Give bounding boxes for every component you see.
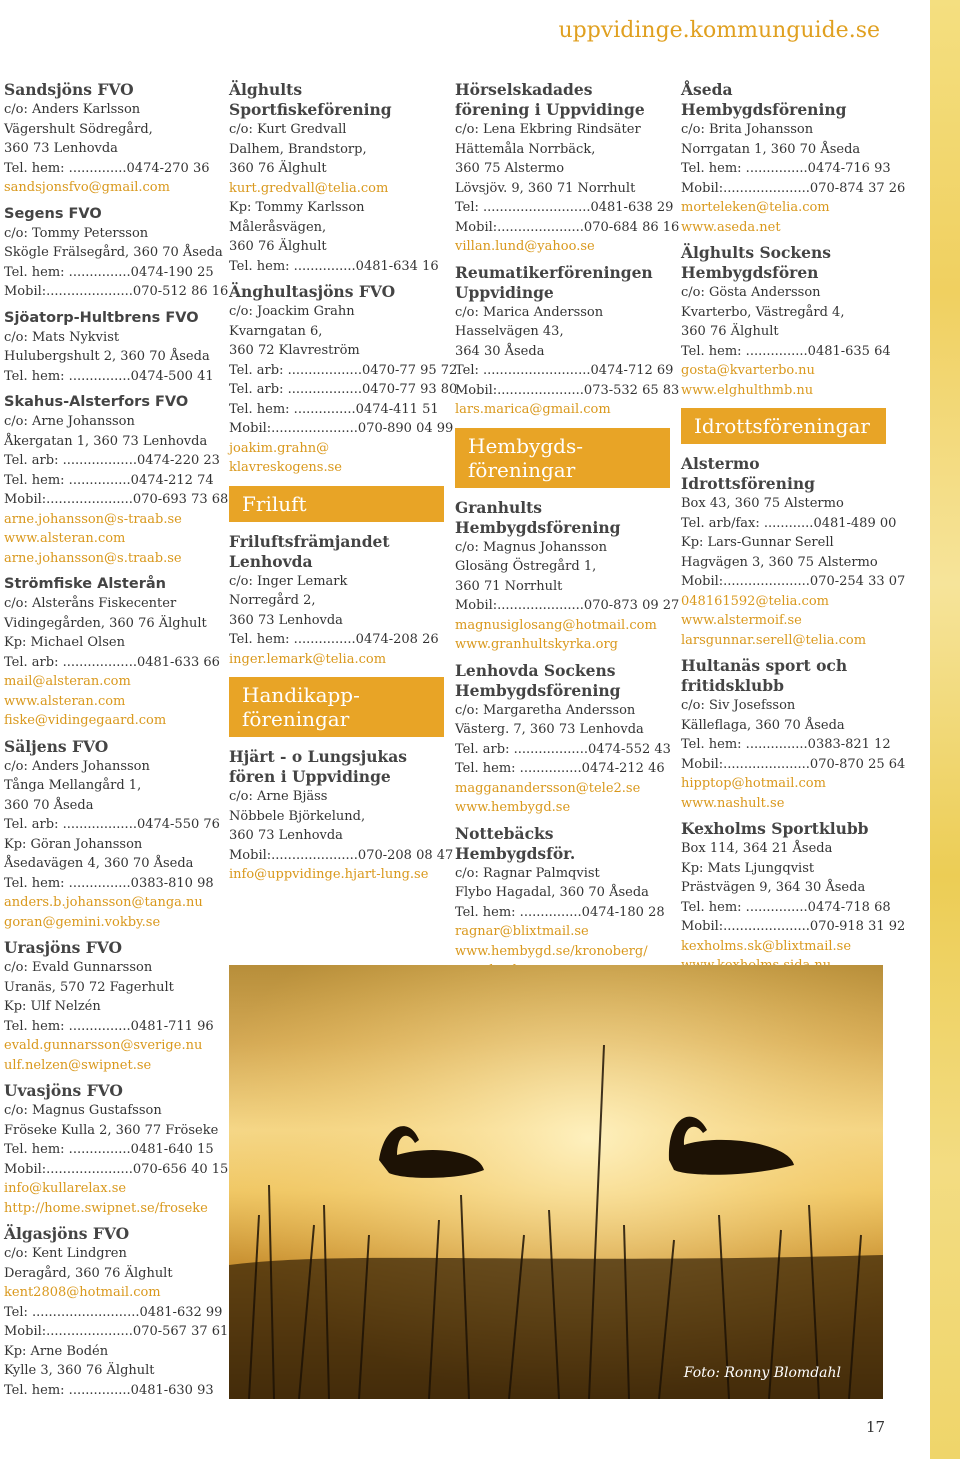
contact-line: c/o: Margaretha Andersson [455, 702, 636, 718]
contact-line: 360 71 Norrhult [455, 578, 563, 594]
contact-line: Mobil:.....................070-656 40 15 [4, 1161, 229, 1177]
organization-name: Kexholms Sportklubb [681, 819, 869, 838]
contact-line: Tel. hem: ...............0481-635 64 [681, 343, 891, 359]
contact-line: Tel. arb: ..................0470-77 95 72 [229, 362, 458, 378]
contact-link[interactable]: mail@alsteran.com [4, 674, 131, 689]
contact-line: 360 70 Åseda [4, 797, 94, 813]
swans-photo [229, 965, 883, 1399]
contact-link[interactable]: arne.johansson@s.traab.se [4, 550, 182, 566]
organization-name: Hörselskadades förening i Uppvidinge [455, 80, 645, 119]
contact-line: Tel. hem: ...............0481-630 93 [4, 1382, 214, 1398]
contact-line: c/o: Brita Johansson [681, 122, 814, 137]
contact-line: Tel: ..........................0474-712 69 [455, 363, 674, 378]
section-header [229, 677, 444, 737]
organization-entry [681, 819, 906, 976]
contact-link[interactable]: kurt.gredvall@telia.com [229, 180, 389, 196]
section-title-line: Friluft [242, 491, 307, 516]
contact-line: Kp: Göran Johansson [4, 836, 143, 852]
contact-line: c/o: Anders Johansson [4, 758, 150, 774]
contact-line: c/o: Kent Lindgren [4, 1246, 127, 1261]
organization-name: Älgasjöns FVO [4, 1224, 130, 1243]
contact-line: Tel. arb: ..................0474-550 76 [4, 817, 220, 832]
contact-line: Tel. arb: ..................0481-633 66 [4, 654, 220, 670]
contact-line: Tel. hem: ..............0474-270 36 [4, 160, 210, 176]
contact-line: Mobil:.....................070-890 04 99 [229, 421, 454, 436]
contact-line: Tel. hem: ...............0474-718 68 [681, 899, 891, 915]
contact-line: Tel. arb: ..................0474-552 43 [455, 741, 671, 757]
organization-name: Hjärt - o Lungsjukas fören i Uppvidinge [229, 747, 407, 786]
contact-link[interactable]: sandsjonsfvo@gmail.com [4, 180, 170, 195]
organization-name: Lenhovda Sockens Hembygdsförening [455, 660, 621, 700]
organization-entry [4, 938, 219, 1075]
contact-line: c/o: Joackim Grahn [229, 304, 355, 319]
organization-name: Sandsjöns FVO [4, 80, 134, 99]
contact-line: Mobil:.....................070-918 31 92 [681, 919, 906, 934]
organization-entry [4, 574, 219, 731]
organization-name: Granhults Hembygdsförening [455, 497, 621, 537]
contact-line: c/o: Arne Bjäss [229, 789, 328, 804]
contact-line: Tel. hem: ...............0474-180 28 [455, 904, 665, 920]
contact-link[interactable]: ragnar@blixtmail.se [455, 924, 589, 939]
contact-link[interactable]: villan.lund@yahoo.se [455, 239, 595, 254]
contact-line: 360 73 Lenhovda [229, 828, 343, 843]
contact-line: c/o: Gösta Andersson [681, 285, 821, 300]
column-4 [681, 80, 906, 982]
organization-entry [681, 80, 906, 237]
swans-silhouette-image [229, 965, 883, 1399]
contact-link[interactable]: magnusiglosang@hotmail.com [455, 617, 657, 633]
contact-link[interactable]: magganandersson@tele2.se [455, 780, 641, 796]
decorative-side-stripe [930, 0, 960, 1459]
contact-line: Nöbbele Björkelund, [229, 808, 366, 824]
contact-line: Kylle 3, 360 76 Älghult [4, 1363, 155, 1378]
section-title-line: föreningar [242, 707, 350, 731]
contact-link[interactable]: www.hembygd.se [455, 800, 571, 815]
contact-line: c/o: Tommy Petersson [4, 225, 149, 241]
section-header [229, 486, 444, 522]
contact-line: Kp: Tommy Karlsson [229, 200, 365, 215]
organization-name: Friluftsfrämjandet Lenhovda [229, 531, 390, 571]
contact-line: Hagvägen 3, 360 75 Alstermo [681, 554, 878, 570]
organization-entry [4, 80, 219, 198]
contact-line: Mobil:.....................070-870 25 64 [681, 756, 906, 772]
organization-entry [4, 204, 229, 302]
contact-line: Norrgatan 1, 360 70 Åseda [681, 141, 861, 157]
contact-line: Uranäs, 570 72 Fagerhult [4, 979, 174, 995]
contact-line: c/o: Marica Andersson [455, 304, 604, 320]
contact-line: Tel. hem: ...............0383-821 12 [681, 737, 891, 752]
contact-line: 360 75 Alstermo [455, 161, 565, 176]
contact-line: c/o: Mats Nykvist [4, 329, 120, 345]
page-number: 17 [866, 1418, 886, 1436]
contact-line: Tel. hem: ...............0481-711 96 [4, 1018, 214, 1034]
contact-link[interactable]: http://home.swipnet.se/froseke [4, 1200, 208, 1216]
contact-line: 360 73 Lenhovda [229, 612, 343, 628]
contact-line: Box 43, 360 75 Alstermo [681, 496, 844, 511]
organization-name: Åseda Hembygdsförening [681, 80, 847, 119]
contact-link[interactable]: gosta@kvarterbo.nu [681, 363, 815, 378]
contact-link[interactable]: goran@gemini.vokby.se [4, 914, 161, 930]
organization-name: Strömfiske Alsterån [4, 576, 166, 592]
contact-link[interactable]: www.nashult.se [681, 795, 785, 811]
contact-link[interactable]: evald.gunnarsson@sverige.nu [4, 1038, 203, 1053]
contact-link[interactable]: larsgunnar.serell@telia.com [681, 632, 867, 648]
contact-line: Tel. hem: ...............0474-190 25 [4, 264, 214, 280]
section-header [455, 428, 670, 488]
column-1 [4, 80, 229, 1406]
contact-link[interactable]: www.alstermoif.se [681, 613, 802, 628]
contact-line: 360 73 Lenhovda [4, 141, 118, 156]
organization-entry [229, 532, 444, 670]
contact-line: Box 114, 364 21 Åseda [681, 841, 833, 856]
contact-line: Glosäng Östregård 1, [455, 559, 597, 574]
contact-line: c/o: Ragnar Palmqvist [455, 865, 600, 881]
contact-line: Hulubergshult 2, 360 70 Åseda [4, 349, 210, 364]
organization-entry [455, 262, 680, 420]
organization-entry [455, 824, 670, 981]
contact-line: Tånga Mellangård 1, [4, 778, 142, 793]
organization-entry [229, 747, 454, 885]
contact-line: Lövsjöv. 9, 360 71 Norrhult [455, 180, 636, 196]
contact-line: Måleråsvägen, [229, 219, 327, 235]
organization-name: Segens FVO [4, 205, 102, 222]
organization-entry [4, 308, 219, 387]
contact-line: Tel. arb: ..................0470-77 93 80 [229, 382, 458, 397]
contact-line: Tel. hem: ...............0481-640 15 [4, 1142, 214, 1157]
organization-entry [681, 243, 891, 400]
contact-line: Källeflaga, 360 70 Åseda [681, 717, 845, 733]
organization-entry [4, 737, 219, 933]
contact-line: Västerg. 7, 360 73 Lenhovda [455, 722, 644, 737]
column-2 [229, 80, 458, 891]
organization-name: Urasjöns FVO [4, 938, 123, 957]
organization-entry [681, 454, 906, 650]
contact-line: Åkergatan 1, 360 73 Lenhovda [4, 433, 208, 449]
section-title-line: Handikapp- [242, 683, 360, 707]
contact-line: Mobil:.....................070-512 86 16 [4, 284, 229, 299]
contact-link[interactable]: www.aseda.net [681, 219, 781, 235]
contact-line: Kvarterbo, Västregård 4, [681, 304, 845, 320]
organization-entry [455, 80, 680, 257]
organization-name: Skahus-Alsterfors FVO [4, 394, 189, 410]
contact-line: Mobil:.....................070-254 33 07 [681, 574, 906, 589]
contact-line: Kp: Lars-Gunnar Serell [681, 535, 834, 550]
contact-line: c/o: Arne Johansson [4, 414, 135, 429]
organization-name: Älghults Sockens Hembygdsfören [681, 243, 832, 282]
contact-line: Hasselvägen 43, [455, 324, 564, 339]
contact-line: Mobil:.....................070-874 37 26 [681, 180, 906, 196]
contact-line: Åsedavägen 4, 360 70 Åseda [4, 856, 194, 871]
organization-name: Hultanäs sport och fritidsklubb [681, 656, 848, 695]
contact-line: Tel. hem: ...............0481-634 16 [229, 258, 439, 274]
contact-line: Flybo Hagadal, 360 70 Åseda [455, 885, 649, 900]
contact-link[interactable]: arne.johansson@s-traab.se [4, 511, 182, 527]
contact-line: Tel. hem: ...............0474-716 93 [681, 161, 891, 176]
organization-entry [4, 1081, 229, 1218]
contact-line: Tel. hem: ...............0474-212 74 [4, 472, 214, 488]
contact-line: Kp: Michael Olsen [4, 635, 125, 650]
contact-line: Norregård 2, [229, 593, 316, 608]
contact-line: Mobil:.....................070-873 09 27 [455, 598, 680, 613]
contact-link[interactable]: 048161592@telia.com [681, 593, 829, 609]
contact-link[interactable]: www.granhultskyrka.org [455, 637, 618, 652]
contact-line: Tel. hem: ...............0474-212 46 [455, 761, 665, 776]
column-3 [455, 80, 680, 987]
section-title-line: Hembygds- [468, 433, 583, 458]
contact-link[interactable]: lars.marica@gmail.com [455, 402, 611, 417]
contact-line: Kp: Arne Bodén [4, 1343, 109, 1359]
contact-link[interactable]: anders.b.johansson@tanga.nu [4, 895, 203, 910]
organization-entry [4, 1224, 229, 1400]
contact-link[interactable]: kexholms.sk@blixtmail.se [681, 938, 852, 954]
section-header [681, 408, 886, 444]
organization-name: Reumatikerföreningen Uppvidinge [455, 262, 653, 302]
organization-entry [229, 282, 458, 478]
site-url[interactable]: uppvidinge.kommunguide.se [558, 18, 880, 43]
contact-line: Mobil:.....................070-693 73 68 [4, 492, 229, 507]
contact-line: c/o: Anders Karlsson [4, 102, 141, 117]
contact-link[interactable]: info@kullarelax.se [4, 1181, 127, 1196]
contact-line: Tel: ..........................0481-632 99 [4, 1304, 223, 1320]
contact-line: Kp: Ulf Nelzén [4, 999, 101, 1014]
contact-link[interactable]: morteleken@telia.com [681, 200, 830, 215]
contact-line: Kvarngatan 6, [229, 323, 323, 339]
contact-link[interactable]: hipptop@hotmail.com [681, 776, 826, 791]
organization-name: Änghultasjöns FVO [229, 282, 396, 301]
section-title-line: föreningar [468, 457, 576, 482]
contact-line: Tel: ..........................0481-638 29 [455, 200, 674, 215]
contact-link[interactable]: www.hembygd.se/kronoberg/ [455, 943, 648, 959]
contact-line: Vägershult Södregård, [4, 121, 153, 137]
contact-line: Mobil:.....................070-567 37 61 [4, 1324, 229, 1339]
contact-line: Fröseke Kulla 2, 360 77 Fröseke [4, 1122, 219, 1138]
organization-name: Alstermo Idrottsförening [681, 454, 815, 493]
contact-link[interactable]: info@uppvidinge.hjart-lung.se [229, 867, 429, 882]
contact-link[interactable]: fiske@vidingegaard.com [4, 713, 167, 728]
contact-line: c/o: Magnus Johansson [455, 539, 608, 555]
contact-line: 364 30 Åseda [455, 343, 545, 359]
contact-line: Prästvägen 9, 364 30 Åseda [681, 880, 866, 895]
contact-link[interactable]: www.elghulthmb.nu [681, 382, 814, 398]
contact-line: 360 76 Älghult [229, 239, 327, 254]
contact-line: Mobil:.....................070-208 08 47 [229, 847, 454, 863]
contact-line: Mobil:.....................073-532 65 83 [455, 382, 680, 398]
contact-link[interactable]: klavreskogens.se [229, 460, 342, 475]
contact-line: Tel. arb/fax: ............0481-489 00 [681, 515, 897, 531]
contact-line: c/o: Lena Ekbring Rindsäter [455, 122, 641, 137]
contact-link[interactable]: inger.lemark@telia.com [229, 651, 387, 667]
section-title-line: Idrottsföreningar [694, 414, 870, 438]
contact-link[interactable]: kent2808@hotmail.com [4, 1285, 161, 1300]
contact-line: Skögle Frälsegård, 360 70 Åseda [4, 245, 223, 260]
organization-entry [4, 392, 229, 568]
contact-line: Tel. hem: ...............0474-500 41 [4, 368, 214, 384]
organization-name: Älghults Sportfiskeförening [229, 80, 392, 119]
photo-credit: Foto: Ronny Blomdahl [683, 1365, 841, 1381]
contact-link[interactable]: www.alsteran.com [4, 531, 126, 546]
contact-line: Tel. hem: ...............0383-810 98 [4, 875, 214, 891]
contact-line: c/o: Siv Josefsson [681, 698, 796, 713]
contact-line: Tel. hem: ...............0474-411 51 [229, 401, 439, 417]
contact-link[interactable]: joakim.grahn@ [229, 440, 330, 456]
contact-line: Hättemåla Norrbäck, [455, 141, 596, 157]
contact-line: c/o: Evald Gunnarsson [4, 960, 153, 975]
organization-entry [455, 661, 670, 818]
contact-line: c/o: Inger Lemark [229, 573, 348, 589]
organization-entry [229, 80, 444, 276]
organization-entry [681, 656, 906, 813]
contact-line: c/o: Alsteråns Fiskecenter [4, 596, 177, 611]
organization-name: Säljens FVO [4, 736, 109, 756]
contact-link[interactable]: www.alsteran.com [4, 693, 126, 709]
contact-link[interactable]: ulf.nelzen@swipnet.se [4, 1057, 152, 1073]
organization-name: Sjöatorp-Hultbrens FVO [4, 309, 199, 326]
contact-line: 360 76 Älghult [681, 324, 779, 339]
organization-entry [455, 497, 680, 655]
contact-line: Tel. hem: ...............0474-208 26 [229, 632, 439, 647]
contact-line: Kp: Mats Ljungqvist [681, 860, 815, 876]
contact-line: 360 72 Klavreström [229, 343, 360, 358]
organization-name: Uvasjöns FVO [4, 1081, 123, 1100]
contact-line: c/o: Magnus Gustafsson [4, 1103, 162, 1118]
contact-line: Mobil:.....................070-684 86 16 [455, 219, 680, 235]
contact-line: 360 76 Älghult [229, 161, 327, 176]
contact-line: Vidingegården, 360 76 Älghult [4, 615, 207, 631]
contact-line: Dalhem, Brandstorp, [229, 141, 367, 157]
contact-line: c/o: Kurt Gredvall [229, 122, 347, 137]
contact-line: Tel. arb: ..................0474-220 23 [4, 453, 220, 468]
organization-name: Nottebäcks Hembygdsför. [455, 823, 576, 863]
contact-line: Deragård, 360 76 Älghult [4, 1265, 173, 1281]
